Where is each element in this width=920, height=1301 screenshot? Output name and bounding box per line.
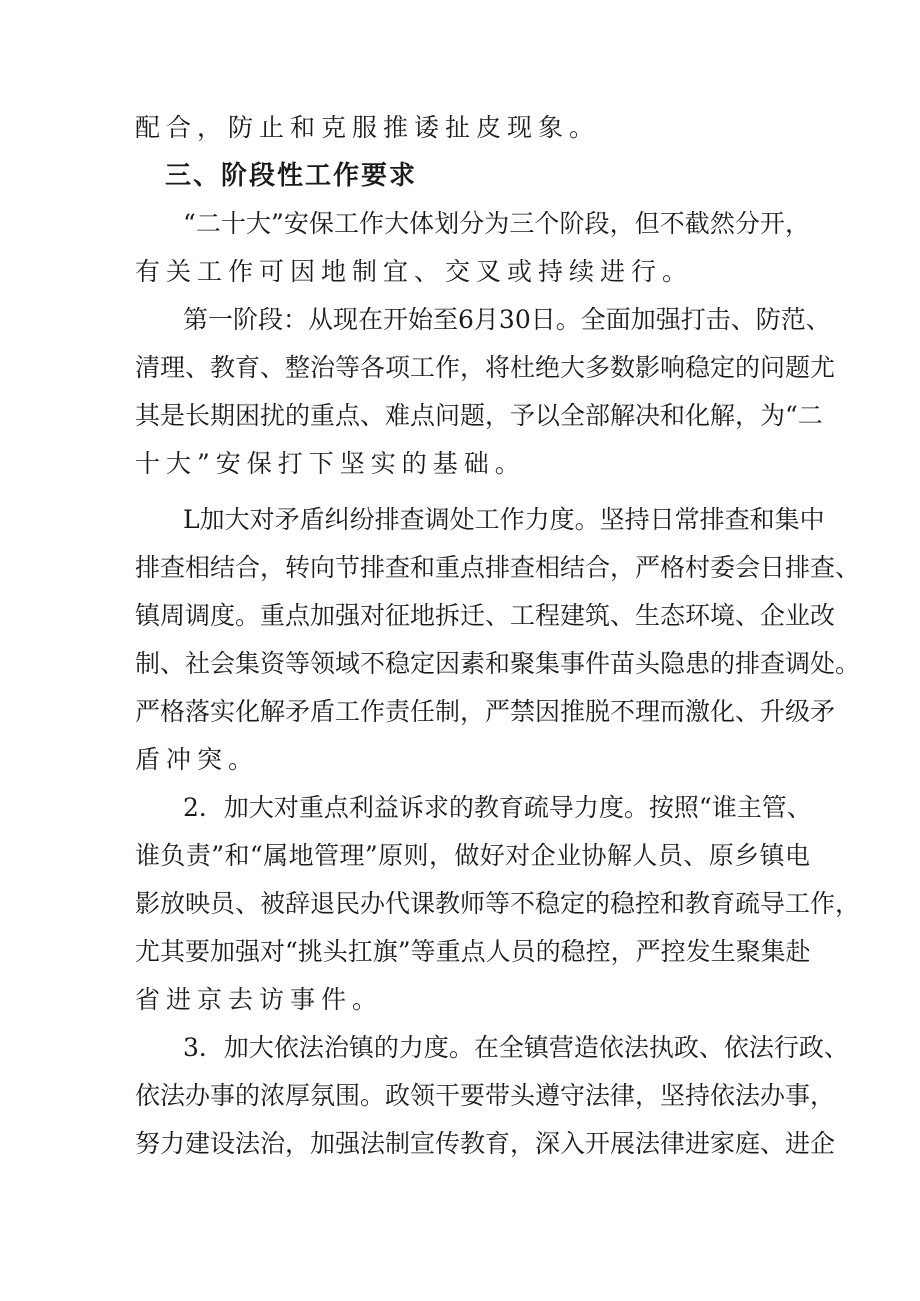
paragraph-line: 谁负责”和“属地管理”原则，做好对企业协解人员、原乡镇电	[135, 841, 810, 870]
paragraph-line: 制、社会集资等领域不稳定因素和聚集事件苗头隐患的排查调处。	[135, 649, 861, 678]
paragraph-line: 第一阶段：从现在开始至6月30日。全面加强打击、防范、	[183, 305, 831, 334]
paragraph-line: 排查相结合，转向节排查和重点排查相结合，严格村委会日排查、	[135, 553, 861, 582]
paragraph	[135, 1024, 849, 1168]
paragraph-line: 清理、教育、整治等各项工作，将杜绝大多数影响稳定的问题尤	[135, 353, 836, 382]
paragraph-line: 尤其要加强对“挑头扛旗”等重点人员的稳控，严控发生聚集赴	[135, 937, 811, 966]
paragraph-line: 3．加大依法治镇的力度。在全镇营造依法执政、依法行政、	[183, 1033, 849, 1062]
paragraph-line: 严格落实化解矛盾工作责任制，严禁因推脱不理而激化、升级矛	[135, 697, 836, 726]
paragraph-line: 有关工作可因地制宜、交叉或持续进行。	[135, 257, 694, 286]
document-page	[135, 104, 861, 1168]
paragraph-line: “二十大”安保工作大体划分为三个阶段，但不截然分开，	[183, 209, 810, 238]
paragraph-line: 其是长期困扰的重点、难点问题，予以全部解决和化解，为“二	[135, 401, 823, 430]
paragraph	[135, 784, 861, 1024]
section-heading: 三、阶段性工作要求	[165, 161, 418, 191]
paragraph	[135, 296, 836, 488]
paragraph-line: 配合，防止和克服推诿扯皮现象。	[135, 113, 601, 142]
paragraph-line: 十大”安保打下坚实的基础。	[135, 449, 526, 478]
paragraph-line: 影放映员、被辞退民办代课教师等不稳定的稳控和教育疏导工作，	[135, 889, 861, 918]
paragraph-line: 努力建设法治，加强法制宣传教育，深入开展法律进家庭、进企	[135, 1129, 836, 1158]
paragraph-line: L加大对矛盾纠纷排查调处工作力度。坚持日常排查和集中	[183, 505, 825, 534]
document-body	[135, 200, 861, 1168]
paragraph-line: 2．加大对重点利益诉求的教育疏导力度。按照“谁主管、	[183, 793, 812, 822]
paragraph	[135, 496, 861, 784]
paragraph-line: 省进京去访事件。	[135, 985, 384, 1014]
paragraph	[135, 200, 810, 296]
paragraph-line: 镇周调度。重点加强对征地拆迁、工程建筑、生态环境、企业改	[135, 601, 836, 630]
paragraph-line: 盾冲突。	[135, 745, 260, 774]
paragraph-line: 依法办事的浓厚氛围。政领干要带头遵守法律，坚持依法办事，	[135, 1081, 836, 1110]
